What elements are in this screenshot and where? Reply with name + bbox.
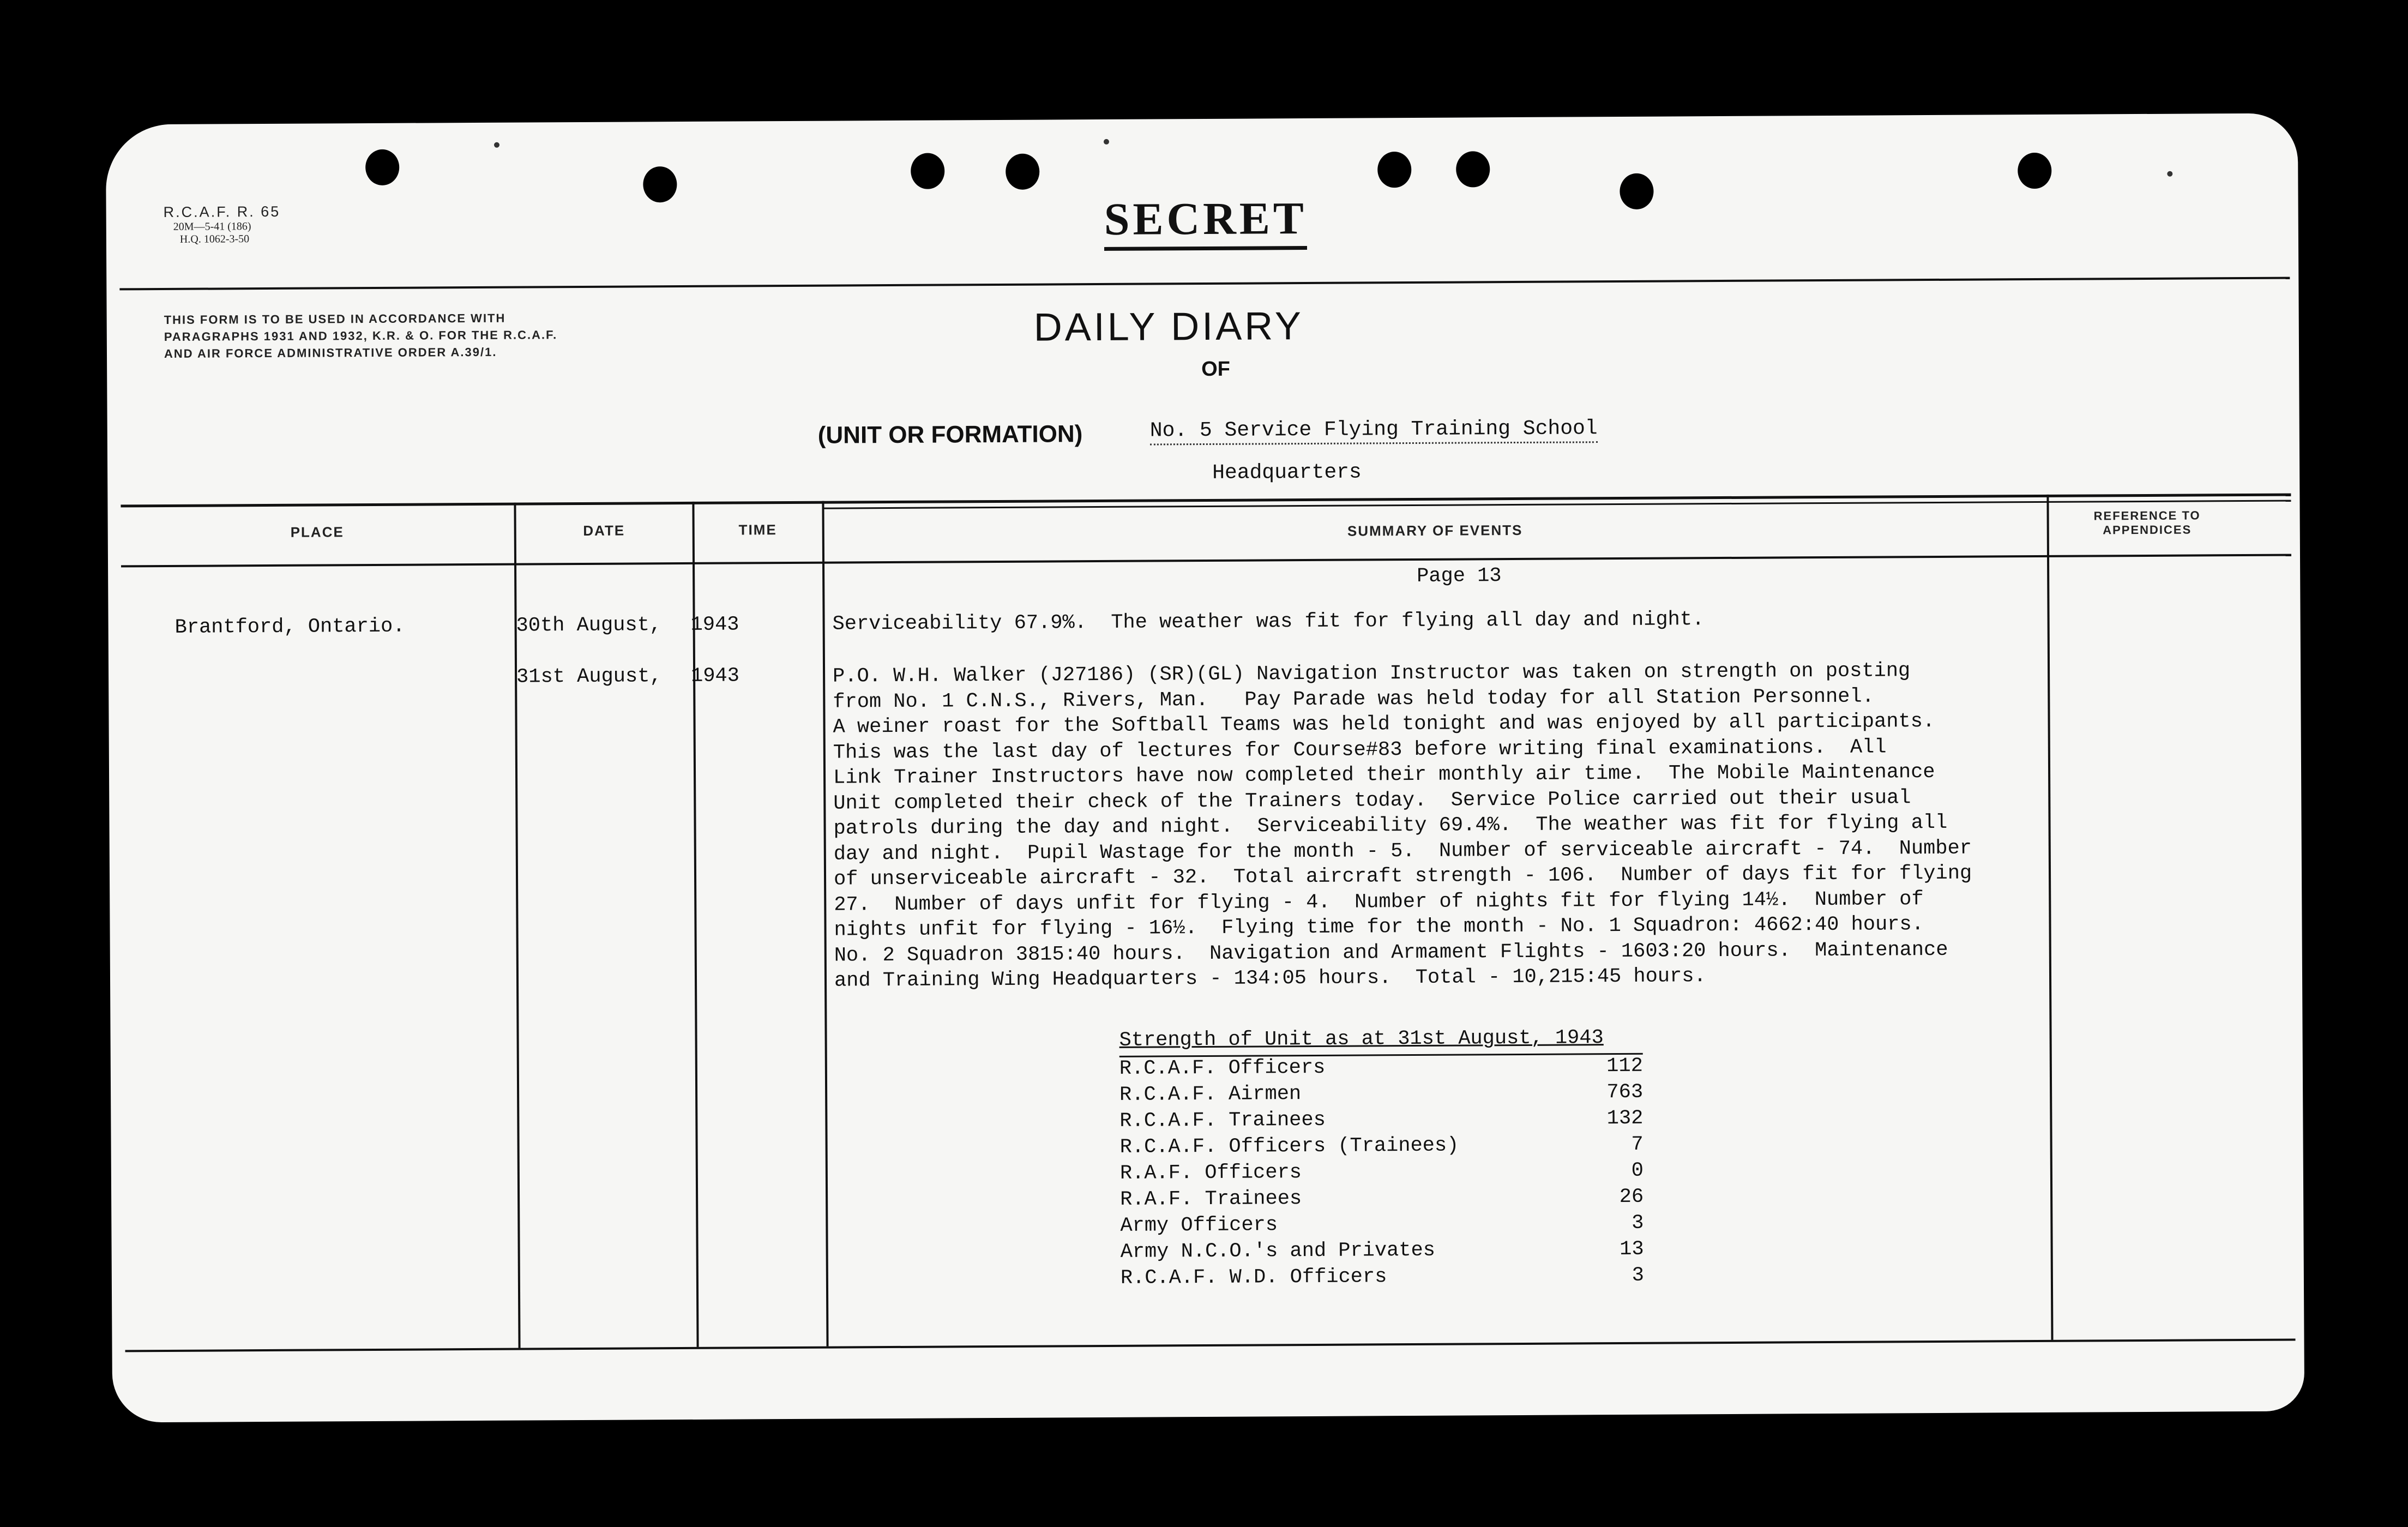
strength-label: R.C.A.F. Officers: [1119, 1056, 1326, 1080]
strength-value: 132: [1606, 1107, 1644, 1131]
entry-summary-line: Link Trainer Instructors have now completed their monthly air time. The Mobile Maintenance: [833, 760, 1935, 790]
strength-value: 0: [1631, 1159, 1644, 1182]
strength-label: R.C.A.F. W.D. Officers: [1120, 1265, 1387, 1290]
unit-subtitle: Headquarters: [1212, 460, 1362, 485]
strength-value: 13: [1620, 1237, 1644, 1261]
form-number: R.C.A.F. R. 65: [163, 203, 281, 220]
strength-row: [1120, 1159, 1654, 1185]
entry-summary-line: 27. Number of days unfit for flying - 4. Number of nights fit for flying 14½. Number of: [834, 887, 1924, 917]
entry-summary-line: Unit completed their check of the Trainers today. Service Police carried out their usual: [833, 786, 1911, 815]
entry-summary: [833, 658, 2065, 993]
punch-hole: [1456, 151, 1490, 187]
strength-row: [1121, 1238, 1655, 1264]
entry-date: 31st August,: [516, 665, 662, 689]
punch-hole: [1006, 154, 1039, 190]
punch-hole: [911, 153, 944, 189]
punch-hole: [643, 166, 677, 202]
column-header-place: PLACE: [290, 524, 344, 540]
entry-summary-line: A weiner roast for the Softball Teams was held tonight and was enjoyed by all participants.: [833, 710, 1935, 739]
punch-hole: [365, 149, 399, 185]
header-rule: [119, 277, 2290, 291]
small-dot: [2167, 171, 2172, 177]
entry-summary-line: P.O. W.H. Walker (J27186) (SR)(GL) Navigation Instructor was taken on strength on posting: [833, 659, 1911, 688]
form-code-2: H.Q. 1062-3-50: [179, 233, 250, 245]
small-dot: [494, 142, 499, 148]
page-number: Page 13: [1417, 564, 1502, 588]
strength-value: 26: [1619, 1185, 1644, 1209]
punch-hole: [1620, 173, 1653, 209]
classification-label: SECRET: [1104, 192, 1307, 251]
unit-name: No. 5 Service Flying Training School: [1150, 417, 1598, 445]
entry-summary-line: from No. 1 C.N.S., Rivers, Man. Pay Parade was held today for all Station Personnel.: [833, 685, 1874, 714]
form-number-block: [164, 203, 327, 246]
entry-place: Brantford, Ontario.: [174, 615, 405, 639]
column-header-rule: [121, 554, 2291, 568]
small-dot: [1104, 139, 1109, 145]
strength-row: [1119, 1055, 1654, 1080]
strength-label: R.C.A.F. Officers (Trainees): [1119, 1134, 1459, 1159]
strength-label: Army Officers: [1120, 1213, 1278, 1237]
strength-label: R.A.F. Officers: [1119, 1161, 1302, 1185]
strength-row: [1119, 1107, 1654, 1133]
entry-date: 30th August,: [516, 614, 662, 638]
entry-year: 1943: [690, 664, 740, 688]
form-code-1: 20M—5-41 (186): [173, 220, 251, 233]
strength-label: R.C.A.F. Trainees: [1119, 1108, 1326, 1133]
entry-year: 1943: [690, 613, 739, 636]
strength-row: [1120, 1212, 1654, 1237]
column-header-date: DATE: [583, 522, 625, 539]
diary-title: DAILY DIARY: [1033, 304, 1304, 350]
form-usage-note: THIS FORM IS TO BE USED IN ACCORDANCE WITH PARAGRAPHS 1931 AND 1932, K.R. & O. FOR THE R.C.A.F. AND AIR FORCE ADMINISTRATIVE ORDER A.39/1.: [164, 311, 558, 360]
diary-card: [106, 113, 2304, 1422]
entry-summary-line: No. 2 Squadron 3815:40 hours. Navigation and Armament Flights - 1603:20 hours. Maintenance: [834, 938, 1948, 967]
table-bottom-rule: [125, 1339, 2296, 1352]
punch-hole: [2018, 153, 2051, 189]
entry-summary-line: patrols during the day and night. Serviceability 69.4%. The weather was fit for flying all: [833, 811, 1948, 840]
column-header-summary: SUMMARY OF EVENTS: [1347, 521, 1523, 539]
unit-label: (UNIT OR FORMATION): [817, 420, 1083, 449]
strength-row: [1119, 1081, 1654, 1107]
entry-summary-line: of unserviceable aircraft - 32. Total aircraft strength - 106. Number of days fit for flying: [833, 862, 1972, 891]
column-header-time: TIME: [738, 521, 777, 538]
entry-summary-line: day and night. Pupil Wastage for the month - 5. Number of serviceable aircraft - 74. Number: [833, 837, 1972, 866]
diary-of: OF: [1201, 357, 1231, 381]
entry-summary-line: This was the last day of lectures for Course#83 before writing final examinations. All: [833, 735, 1887, 765]
entry-summary-line: nights unfit for flying - 16½. Flying time for the month - No. 1 Squadron: 4662:40 hours.: [834, 913, 1924, 942]
strength-value: 3: [1632, 1211, 1644, 1235]
column-header-reference: REFERENCE TO APPENDICES: [2093, 508, 2201, 537]
strength-row: [1121, 1264, 1655, 1290]
punch-hole: [1377, 152, 1411, 188]
strength-row: [1120, 1186, 1654, 1211]
entry-summary-line: and Training Wing Headquarters - 134:05 hours. Total - 10,215:45 hours.: [834, 965, 1706, 993]
strength-row: [1120, 1133, 1654, 1159]
entry-summary-line: Serviceability 67.9%. The weather was fit for flying all day and night.: [832, 608, 1705, 636]
strength-label: Army N.C.O.'s and Privates: [1120, 1239, 1436, 1264]
strength-label: R.A.F. Trainees: [1120, 1187, 1302, 1211]
strength-value: 763: [1606, 1080, 1644, 1104]
column-divider-summary: [2046, 495, 2053, 1340]
strength-value: 3: [1632, 1264, 1644, 1287]
column-divider-time: [822, 501, 828, 1346]
strength-value: 7: [1631, 1133, 1644, 1156]
strength-value: 112: [1606, 1054, 1643, 1078]
strength-label: R.C.A.F. Airmen: [1119, 1083, 1302, 1107]
strength-heading: Strength of Unit as at 31st August, 1943: [1119, 1026, 1604, 1052]
